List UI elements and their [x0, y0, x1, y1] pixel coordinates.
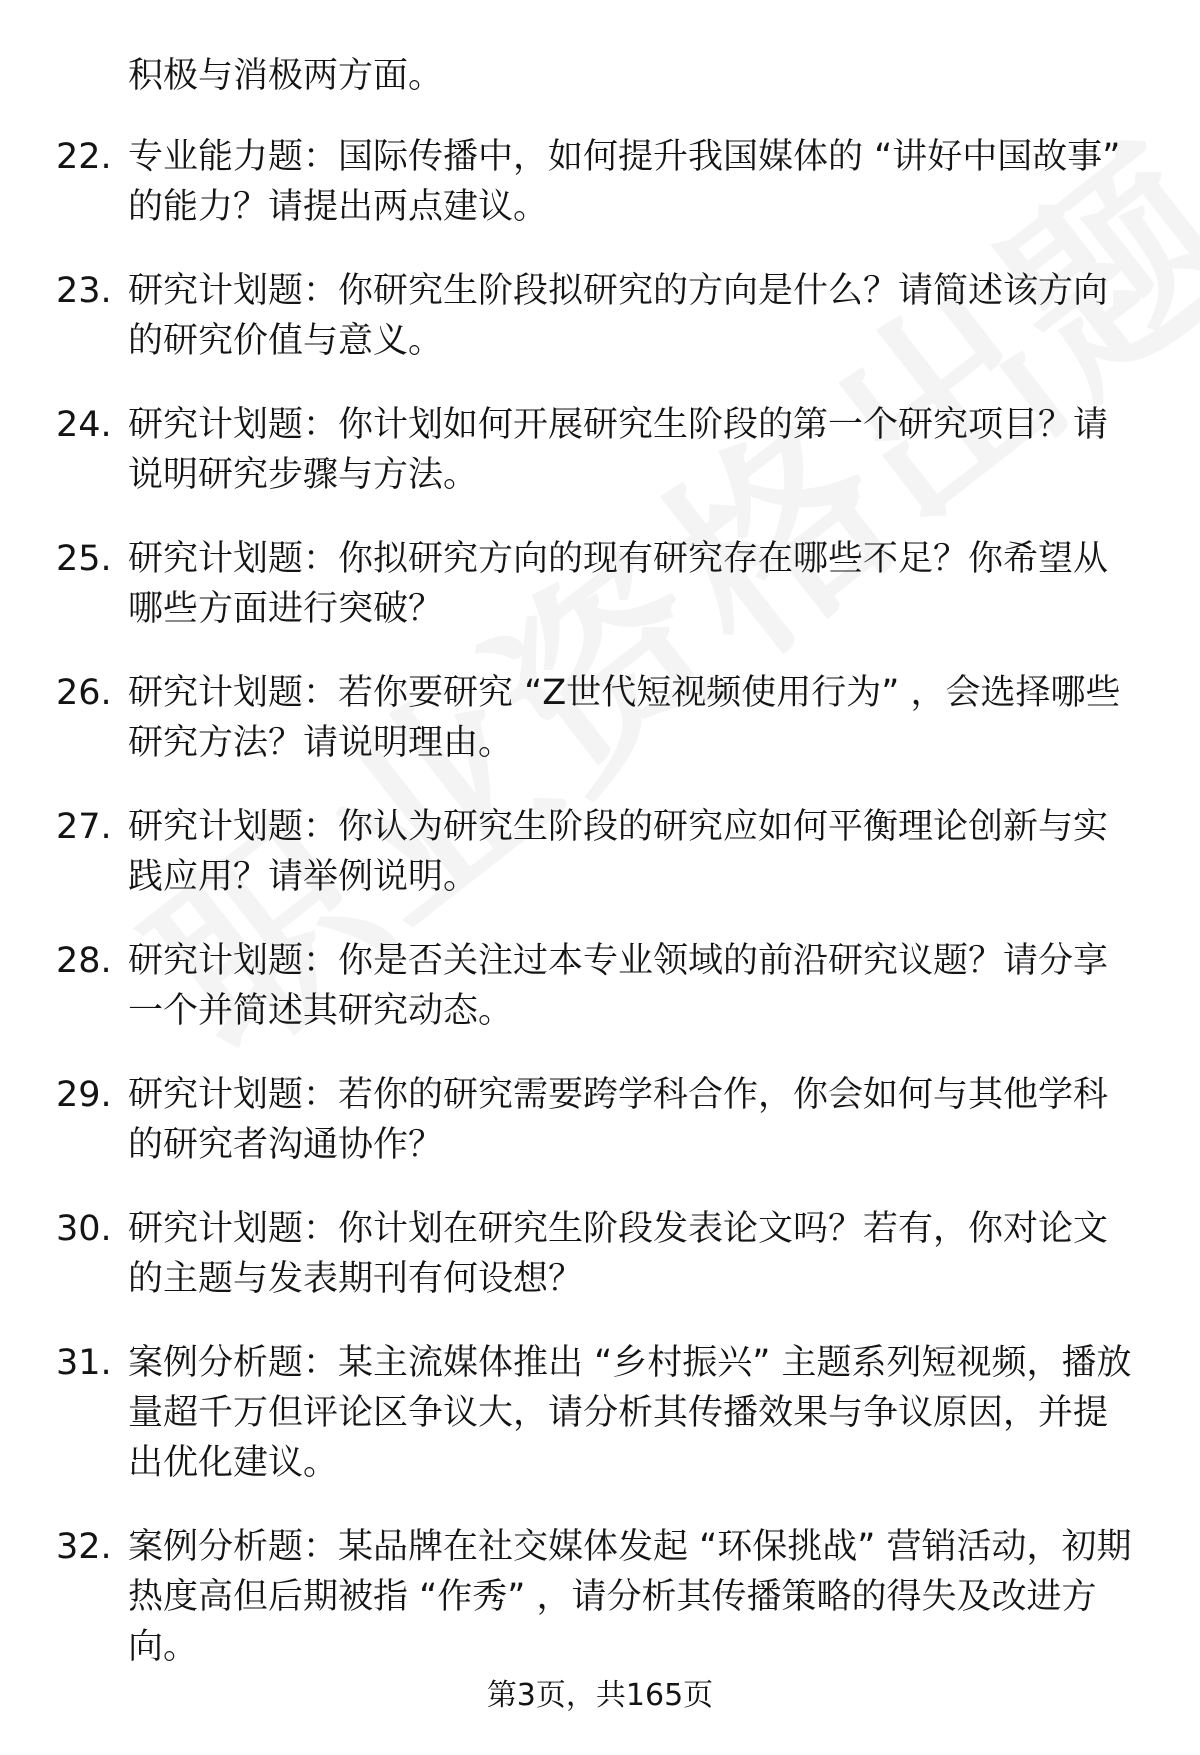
question-item	[0, 266, 1200, 366]
question-text: 案例分析题：某品牌在社交媒体发起 “环保挑战” 营销活动，初期热度高但后期被指 “作秀” ，请分析其传播策略的得失及改进方向。	[128, 1527, 1132, 1667]
question-number: 27.	[56, 807, 112, 847]
question-number: 25.	[56, 539, 112, 579]
question-text: 研究计划题：你是否关注过本专业领域的前沿研究议题？请分享一个并简述其研究动态。	[128, 941, 1109, 1031]
question-text: 研究计划题：若你的研究需要跨学科合作，你会如何与其他学科的研究者沟通协作？	[128, 1075, 1109, 1165]
question-list	[0, 132, 1200, 1706]
continuation-text: 积极与消极两方面。	[128, 56, 444, 96]
question-text: 研究计划题：若你要研究 “Z世代短视频使用行为” ，会选择哪些研究方法？请说明理由。	[128, 673, 1121, 763]
question-text: 案例分析题：某主流媒体推出 “乡村振兴” 主题系列短视频，播放量超千万但评论区争议大，请分析其传播效果与争议原因，并提出优化建议。	[128, 1343, 1132, 1483]
question-item	[0, 1338, 1200, 1488]
question-item	[0, 1204, 1200, 1304]
question-number: 24.	[56, 405, 112, 445]
question-number: 23.	[56, 271, 112, 311]
question-number: 28.	[56, 941, 112, 981]
question-item	[0, 1070, 1200, 1170]
question-item	[0, 802, 1200, 902]
question-text: 研究计划题：你计划如何开展研究生阶段的第一个研究项目？请说明研究步骤与方法。	[128, 405, 1109, 495]
question-item	[0, 1522, 1200, 1672]
question-number: 22.	[56, 137, 112, 177]
question-item	[0, 668, 1200, 768]
question-text: 研究计划题：你拟研究方向的现有研究存在哪些不足？你希望从哪些方面进行突破？	[128, 539, 1109, 629]
question-text: 专业能力题：国际传播中，如何提升我国媒体的 “讲好中国故事” 的能力？请提出两点建议。	[128, 137, 1121, 227]
question-number: 32.	[56, 1527, 112, 1567]
question-number: 31.	[56, 1343, 112, 1383]
question-item	[0, 132, 1200, 232]
question-text: 研究计划题：你认为研究生阶段的研究应如何平衡理论创新与实践应用？请举例说明。	[128, 807, 1109, 897]
question-text: 研究计划题：你研究生阶段拟研究的方向是什么？请简述该方向的研究价值与意义。	[128, 271, 1109, 361]
question-text: 研究计划题：你计划在研究生阶段发表论文吗？若有，你对论文的主题与发表期刊有何设想？	[128, 1209, 1109, 1299]
question-number: 26.	[56, 673, 112, 713]
question-item	[0, 936, 1200, 1036]
question-item	[0, 534, 1200, 634]
question-number: 30.	[56, 1209, 112, 1249]
question-number: 29.	[56, 1075, 112, 1115]
question-item	[0, 400, 1200, 500]
page-footer: 第3页，共165页	[486, 1678, 714, 1713]
